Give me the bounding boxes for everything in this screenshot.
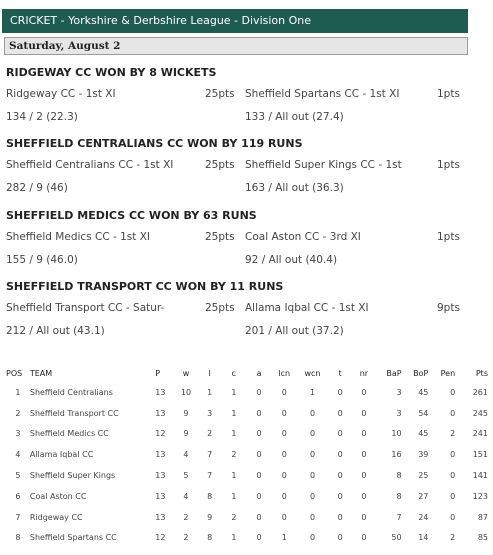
cell-bowling-points: 39 [418, 450, 429, 460]
cell-played: 13 [155, 408, 166, 418]
cell-tied: 0 [337, 387, 343, 397]
cell-batting-points: 3 [396, 408, 402, 418]
cell-won: 9 [183, 429, 189, 439]
cell-lcn: 0 [281, 408, 287, 418]
cell-played: 13 [155, 512, 166, 522]
home-score: 282 / 9 (46) [6, 182, 68, 194]
cell-tied: 0 [337, 471, 343, 481]
home-score: 212 / All out (43.1) [6, 325, 105, 337]
header-wcn: wcn [304, 369, 321, 378]
header-batting-points: BaP [386, 369, 402, 378]
cell-wcn: 0 [309, 512, 316, 522]
cell-bowling-points: 27 [418, 491, 429, 501]
cell-penalty: 0 [450, 512, 456, 522]
away-score: 201 / All out (37.2) [245, 325, 344, 337]
away-team: Sheffield Spartans CC - 1st XI [245, 88, 400, 100]
cell-abandoned: 0 [256, 387, 262, 397]
cell-lcn: 0 [281, 429, 287, 439]
header-tied: t [338, 369, 342, 378]
cell-no-result: 0 [361, 429, 367, 439]
cell-won: 4 [183, 491, 189, 501]
match-result-title: SHEFFIELD MEDICS CC WON BY 63 RUNS [6, 209, 257, 222]
cell-won: 4 [183, 450, 189, 460]
cell-wcn: 0 [309, 429, 316, 439]
cell-penalty: 2 [450, 533, 456, 543]
home-points: 25pts [205, 302, 235, 314]
cell-team: Coal Aston CC [29, 491, 87, 501]
cell-abandoned: 0 [256, 429, 262, 439]
away-team: Coal Aston CC - 3rd XI [245, 231, 361, 243]
table-row [6, 424, 488, 445]
cell-lcn: 0 [281, 471, 287, 481]
table-row [6, 507, 488, 528]
match-date: Saturday, August 2 [4, 37, 468, 55]
home-points: 25pts [205, 159, 235, 171]
away-points: 9pts [437, 302, 460, 314]
table-row [6, 444, 488, 465]
cell-pos: 3 [15, 429, 21, 439]
header-no-result: nr [359, 369, 369, 378]
table-row [6, 465, 488, 486]
header-points: Pts [475, 369, 488, 378]
away-team: Sheffield Super Kings CC - 1st [245, 159, 402, 171]
cell-cancelled: 1 [231, 471, 237, 481]
cell-lost: 7 [207, 450, 213, 460]
cell-cancelled: 2 [231, 512, 237, 522]
cell-no-result: 0 [361, 408, 367, 418]
table-row [6, 528, 488, 549]
cell-pos: 5 [15, 471, 21, 481]
away-points: 1pts [437, 159, 460, 171]
cell-batting-points: 16 [391, 450, 402, 460]
cell-wcn: 0 [309, 491, 316, 501]
cell-penalty: 0 [450, 387, 456, 397]
cell-points: 85 [477, 533, 488, 543]
home-team: Sheffield Transport CC - Satur- [6, 302, 165, 314]
cell-abandoned: 0 [256, 471, 262, 481]
cell-lost: 7 [207, 471, 213, 481]
cell-lcn: 0 [281, 512, 287, 522]
cell-wcn: 0 [309, 533, 316, 543]
table-header-row [6, 365, 488, 382]
header-cancelled: c [231, 369, 237, 378]
cell-tied: 0 [337, 491, 343, 501]
cell-wcn: 1 [309, 387, 316, 397]
cell-cancelled: 1 [231, 491, 237, 501]
cell-bowling-points: 45 [418, 387, 429, 397]
cell-played: 13 [155, 450, 166, 460]
cell-cancelled: 1 [231, 533, 237, 543]
away-score: 163 / All out (36.3) [245, 182, 344, 194]
cell-tied: 0 [337, 512, 343, 522]
cell-penalty: 0 [450, 450, 456, 460]
cell-cancelled: 1 [231, 387, 237, 397]
cell-pos: 4 [15, 450, 21, 460]
cell-penalty: 2 [450, 429, 456, 439]
cell-lost: 2 [207, 429, 213, 439]
cell-lost: 9 [207, 512, 213, 522]
cell-cancelled: 2 [231, 450, 237, 460]
away-score: 92 / All out (40.4) [245, 254, 338, 266]
cell-abandoned: 0 [256, 408, 262, 418]
cell-played: 13 [155, 491, 166, 501]
away-points: 1pts [437, 231, 460, 243]
away-points: 1pts [437, 88, 460, 100]
home-points: 25pts [205, 231, 235, 243]
cell-penalty: 0 [450, 491, 456, 501]
cell-lost: 8 [207, 533, 213, 543]
cell-points: 151 [472, 450, 488, 460]
home-score: 134 / 2 (22.3) [6, 111, 78, 123]
header-played: P [155, 369, 161, 378]
cell-no-result: 0 [361, 471, 367, 481]
header-penalty: Pen [440, 369, 456, 378]
cell-won: 10 [180, 387, 192, 397]
cell-pos: 6 [15, 491, 21, 501]
cell-lcn: 1 [281, 533, 287, 543]
header-abandoned: a [256, 369, 262, 378]
cell-pos: 1 [15, 387, 21, 397]
cell-abandoned: 0 [256, 450, 262, 460]
cell-batting-points: 8 [396, 471, 402, 481]
cell-lost: 3 [207, 408, 213, 418]
cell-pos: 2 [15, 408, 21, 418]
cell-penalty: 0 [450, 471, 456, 481]
cell-pos: 8 [15, 533, 21, 543]
table-row [6, 486, 488, 507]
match-result-title: SHEFFIELD CENTRALIANS CC WON BY 119 RUNS [6, 137, 303, 150]
cell-tied: 0 [337, 450, 343, 460]
cell-wcn: 0 [309, 450, 316, 460]
cell-cancelled: 1 [231, 429, 237, 439]
cell-wcn: 0 [309, 471, 316, 481]
cell-abandoned: 0 [256, 512, 262, 522]
cell-batting-points: 10 [391, 429, 402, 439]
cell-abandoned: 0 [256, 491, 262, 501]
cell-bowling-points: 14 [418, 533, 429, 543]
league-standings-table [6, 365, 488, 548]
away-team: Allama Iqbal CC - 1st XI [245, 302, 369, 314]
cell-team: Sheffield Medics CC [29, 429, 109, 439]
cell-penalty: 0 [450, 408, 456, 418]
match-result-title: SHEFFIELD TRANSPORT CC WON BY 11 RUNS [6, 280, 284, 293]
cell-cancelled: 1 [231, 408, 237, 418]
cell-batting-points: 7 [396, 512, 402, 522]
cell-won: 9 [183, 408, 189, 418]
home-points: 25pts [205, 88, 235, 100]
cell-wcn: 0 [309, 408, 316, 418]
home-team: Sheffield Medics CC - 1st XI [6, 231, 151, 243]
league-title-bar: CRICKET - Yorkshire & Derbshire League - Division One [2, 9, 468, 33]
cell-abandoned: 0 [256, 533, 262, 543]
match-result-title: RIDGEWAY CC WON BY 8 WICKETS [6, 66, 217, 79]
cell-tied: 0 [337, 429, 343, 439]
cell-won: 2 [183, 533, 189, 543]
header-pos: POS [6, 369, 23, 378]
cell-lcn: 0 [281, 387, 287, 397]
header-won: w [182, 369, 190, 378]
cell-team: Sheffield Centralians [29, 387, 113, 397]
cell-tied: 0 [337, 533, 343, 543]
away-score: 133 / All out (27.4) [245, 111, 344, 123]
cell-batting-points: 8 [396, 491, 402, 501]
cell-points: 261 [472, 387, 488, 397]
cell-points: 87 [477, 512, 488, 522]
home-team: Sheffield Centralians CC - 1st XI [6, 159, 174, 171]
cell-team: Sheffield Transport CC [29, 408, 119, 418]
cell-no-result: 0 [361, 387, 367, 397]
cell-bowling-points: 25 [418, 471, 429, 481]
cell-batting-points: 3 [396, 387, 402, 397]
cell-lcn: 0 [281, 491, 287, 501]
cell-lost: 1 [207, 387, 213, 397]
cell-played: 13 [155, 471, 166, 481]
cell-points: 123 [472, 491, 488, 501]
table-row [6, 382, 488, 403]
cell-points: 245 [472, 408, 488, 418]
cell-no-result: 0 [361, 491, 367, 501]
table-body [6, 382, 488, 548]
cell-no-result: 0 [361, 512, 367, 522]
cell-no-result: 0 [361, 450, 367, 460]
cell-lost: 8 [207, 491, 213, 501]
cell-points: 241 [472, 429, 488, 439]
table-row [6, 403, 488, 424]
cell-team: Allama Iqbal CC [29, 450, 94, 460]
cell-won: 5 [183, 471, 189, 481]
cell-batting-points: 50 [391, 533, 402, 543]
cell-won: 2 [183, 512, 189, 522]
cell-played: 12 [155, 429, 166, 439]
cell-bowling-points: 45 [418, 429, 429, 439]
cell-played: 13 [155, 387, 166, 397]
cell-bowling-points: 24 [418, 512, 429, 522]
cell-played: 12 [155, 533, 166, 543]
cell-lcn: 0 [281, 450, 287, 460]
cell-team: Sheffield Super Kings [29, 471, 116, 481]
cell-bowling-points: 54 [418, 408, 429, 418]
header-team: TEAM [29, 369, 53, 378]
home-team: Ridgeway CC - 1st XI [6, 88, 116, 100]
cell-tied: 0 [337, 408, 343, 418]
cell-points: 141 [472, 471, 488, 481]
cell-no-result: 0 [361, 533, 367, 543]
cell-pos: 7 [15, 512, 21, 522]
header-bowling-points: BoP [413, 369, 429, 378]
header-lcn: lcn [278, 369, 291, 378]
cell-team: Ridgeway CC [29, 512, 83, 522]
cell-team: Sheffield Spartans CC [29, 533, 117, 543]
home-score: 155 / 9 (46.0) [6, 254, 78, 266]
header-lost: l [208, 369, 211, 378]
